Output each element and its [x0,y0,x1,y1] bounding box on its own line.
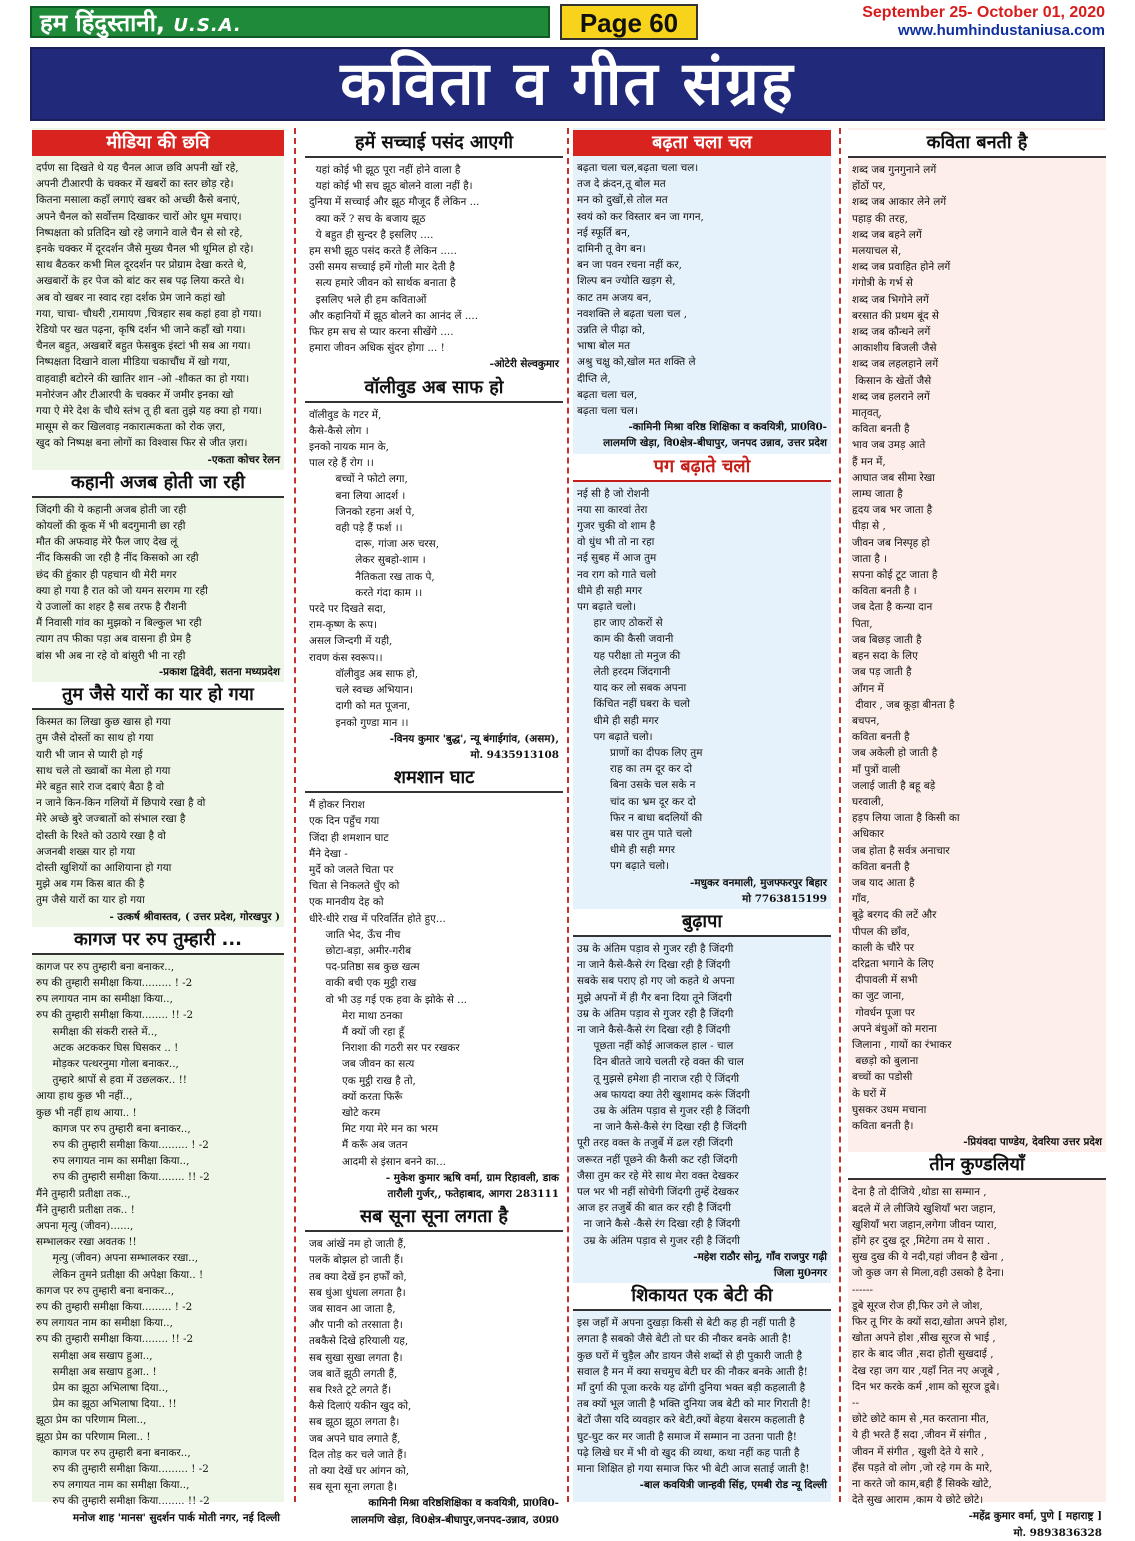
column-4 [848,128,1106,1539]
poem-body: देना है तो दीजिये ,थोडा सा सम्मान , बदले में ले लीजिये खुशियाँ भरा जहान, खुशियाँ भरा जहान,लगेगा जीवन प्यारा, होंगे हर दुख दूर ,मिटेगा तम ये सारा . सुख दुख की ये नदी,यहां जीवन है खेना , जो कुछ जग से मिला,वही उसको है देना। ------ डूबे सूरज रोज ही,फिर उगे ले जोश, फिर तू गिर के क्यों सदा,खोता अपने होश, खोता अपने होश ,सीख सूरज से भाई , हार के बाद जीत ,सदा होती सुखदाई , देख रहा जग यार ,यहाँ नित नए अजूबे , दिन भर करके कर्म ,शाम को सूरज डूबे। -- छोटे छोटे काम से ,मत करताना मीत, ये ही भरते हैं सदा ,जीवन में संगीत , जीवन में संगीत , खुशी देते ये सारे , हँस पड़ते वो लोग ,जो रहे गम के मारे, ना करते जो काम,बही हैं सिक्के खोटे, देते सुख आराम ,काम ये छोटे छोटे। [852,1186,1008,1507]
column-divider [294,128,296,1502]
poem-title: तुम जैसे यारों का यार हो गया [32,682,284,710]
poem-author: -कामिनी मिश्रा वरिष्ठ शिक्षिका व कवयित्री, प्रा0वि0- लालमणि खेड़ा, वि0क्षेत्र-बीघापुर, जनपद उन्नाव, उत्तर प्रदेश [603,421,827,450]
poem-author: -विनय कुमार 'बुद्ध', न्यू बंगाईगांव, (असम), मो. 9435913108 [389,732,559,761]
poem-author: -प्रियंवदा पाण्डेय, देवरिया उत्तर प्रदेश [963,1136,1102,1149]
poem-title: पग बढ़ाते चलो [573,454,831,482]
poem-title: बुढ़ापा [573,909,831,937]
poem-author: - मुकेश कुमार ऋषि वर्मा, ग्राम रिहावली, डाक तारौली गुर्जर,, फतेहाबाद, आगरा 283111 [385,1171,559,1200]
poem-body: कागज पर रुप तुम्हारी बना बनाकर.., रुप की तुम्हारी समीक्षा किया......... ! -2 रुप लगायत नाम का समीक्षा किया.., रुप की तुम्हारी समीक्षा किया........ !! -2 समीक्षा की संकरी रास्ते में.., अटक अटककर घिस घिसकर .. ! मोड़कर पत्थरनुमा गोला बनाकर.., तुम्हारे श्रापों से हवा में उछलकर.. !! आया हाथ कुछ भी नहीं.., कुछ भी नहीं हाथ आया.. ! कागज पर रुप तुम्हारी बना बनाकर.., रुप की तुम्हारी समीक्षा किया......... ! -2 रुप लगायत नाम का समीक्षा किया.., रुप की तुम्हारी समीक्षा किया........ !! -2 मैंने तुम्हारी प्रतीक्षा तक.., मैंने तुम्हारी प्रतीक्षा तक.. ! अपना मृत्यु (जीवन)......, सम्भालकर रखा अवतक !! मृत्यु (जीवन) अपना सम्भालकर रखा.., लेकिन तुमने प्रतीक्षा की अपेक्षा किया.. ! कागज पर रुप तुम्हारी बना बनाकर.., रुप की तुम्हारी समीक्षा किया......... ! -2 रुप लगायत नाम का समीक्षा किया.., रुप की तुम्हारी समीक्षा किया........ !! -2 समीक्षा अब सखाप हुआ.., समीक्षा अब सखाप हुआ.. ! प्रेम का झूठा अभिलाषा दिया.., प्रेम का झूठा अभिलाषा दिया.. !! झूठा प्रेम का परिणाम मिला.., झूठा प्रेम का परिणाम मिला.. ! कागज पर रुप तुम्हारी बना बनाकर.., रुप की तुम्हारी समीक्षा किया......... ! -2 रुप लगायत नाम का समीक्षा किया.., रुप की तुम्हारी समीक्षा किया........ !! -2 [36,960,210,1508]
column-2 [305,128,563,1526]
poem-body: यहां कोई भी झूठ पूरा नहीं होने वाला है यहां कोई भी सच झूठ बोलने वाला नहीं है। दुनिया में सच्चाई और झूठ मौजूद हैं लेकिन ... क्या करें ? सच के बजाय झूठ ये बहुत ही सुन्दर है इसलिए .... हम सभी झूठ पसंद करते हैं लेकिन ..... उसी समय सच्चाई हमें गोली मार देती है सत्य हमारे जीवन को सार्थक बनाता है इसलिए भले ही हम कविताओं और कहानियों में झूठ बोलने का आनंद लें .... फिर हम सच से प्यार करना सीखेंगे .... हमारा जीवन अधिक सुंदर होगा ... ! [309,164,480,355]
poem-title: शिकायत एक बेटी की [573,1283,831,1311]
poem-body: बढ़ता चला चल,बढ़ता चला चल। तज दे क्रंदन,तू बोल मत मन को दुखों,से तोल मत स्वयं को कर विस्तार बन जा गगन, नई स्फूर्ति बन, दामिनी तू वेग बन। बन जा पवन रचना नहीं कर, शिल्प बन ज्योति खड़ग से, काट तम अजय बन, नवशक्ति ले बढ़ता चला चल , उन्नति ले पीढ़ा को, भाषा बोल मत अश्रु चक्षु को,खोल मत शक्ति ले दीप्ति ले, बढ़ता चला चल, बढ़ता चला चल। [577,162,704,418]
poem-title: मीडिया की छवि [32,130,284,156]
column-divider [567,128,569,1502]
poem-body: किस्मत का लिखा कुछ खास हो गया तुम जैसे दोस्तों का साथ हो गया यारी भी जान से प्यारी हो गई साथ चले तो ख्वाबों का मेला हो गया मेरे बहुत सारे राज दबाएं बैठा है वो न जाने किन-किन गलियों में छिपाये रखा है वो मेरे अच्छे बुरे जज्बातों को संभाल रखा है दोस्ती के रिश्ते को उठाये रखा है वो अजनबी शख्स यार हो गया दोस्ती खुशियों का आशियाना हो गया मुझे अब गम किस बात की है तुम जैसे यारों का यार हो गया [36,716,206,907]
dateline [862,4,1105,40]
column-divider [839,128,841,1502]
poem-title: कागज पर रुप तुम्हारी ... [32,927,284,955]
poem-author: -एकता कोचर रेलन [207,453,280,466]
poem-author: -महेंद्र कुमार वर्मा, पुणे [ महाराष्ट्र ] मो. 9893836328 [968,1510,1102,1539]
poem-title: कहानी अजब होती जा रही [32,470,284,498]
poem-title: हमें सच्चाई पसंद आएगी [305,130,563,158]
masthead-title [30,6,550,38]
poem-body: इस जहाँ में अपना दुखड़ा किसी से बेटी कह ही नहीं पाती है लगता है सबको जैसे बेटी तो घर की नौकर बनके आती है! कुछ घरों में चुड़ैल और डायन जैसे शब्दों से ही पुकारी जाती है सवाल है मन में क्या सचमुच बेटी घर की नौकर बनके आती है! माँ दुर्गा की पूजा करके यह ढोंगी दुनिया भक्त बड़ी कहलाती है तब क्यों भूल जाती है भक्ति दुनिया जब बेटी को मार गिराती है! बेटों जैसा यदि व्यवहार करे बेटी,क्यों बेहया बेसरम कहलाती है घुट-घुट कर मर जाती है समाज में सम्मान ना उतना पाती है! पढ़े लिखे घर में भी वो खुद की व्यथा, कथा नहीं कह पाती है माना शिक्षित हो गया समाज फिर भी बेटी आज सताई जाती है! [577,1317,811,1476]
poem-author: कामिनी मिश्रा वरिष्ठशिक्षिका व कवयित्री, प्रा0वि0- लालमणि खेड़ा, वि0क्षेत्र-बीघापुर,जनपद-उन्नाव, उ0प्र0 [351,1497,559,1526]
poem-author: -महेश राठौर सोनू, गाँव राजपुर गढ़ी जिला मु0नगर [693,1250,827,1279]
poem-title: बढ़ता चला चल [573,130,831,156]
issue-date: September 25- October 01, 2020 [862,4,1105,21]
poem-body: वॉलीवुड के गटर में, कैसे-कैसे लोग । इनको नायक मान के, पाल रहे हैं रोग ।। बच्चों ने फोटो लगा, बना लिया आदर्श । जिनको रहना अर्श पे, वही पड़े हैं फर्श ।। दारू, गांजा अरु चरस, लेकर सुबहो-शाम । नैतिकता रख ताक पे, करते गंदा काम ।। परदे पर दिखते सदा, राम-कृष्ण के रूप। असल जिन्दगी में यही, रावण कंस स्वरूप।। वॉलीवुड अब साफ हो, चले स्वच्छ अभियान। दागी को मत पूजना, इनको गुण्डा मान ।। [309,408,440,729]
poem-author: -मधुकर वनमाली, मुजफ्फरपुर बिहार मो 7763815199 [690,876,827,905]
website-link[interactable]: www.humhindustaniusa.com [898,22,1105,39]
poem-title: शमशान घाट [305,765,563,793]
poem-title: तीन कुण्डलियाँ [848,1152,1106,1180]
poem-title: सब सूना सूना लगता है [305,1204,563,1232]
poem-body: मैं होकर निराश एक दिन पहुँच गया जिंदा ही शमशान घाट मैंने देखा - मुर्दे को जलते चिता पर चिता से निकलते धुँए को एक मानवीय देह को धीरे-धीरे राख में परिवर्तित होते हुए... जाति भेद, ऊँच नीच छोटा-बड़ा, अमीर-गरीब पद-प्रतिष्ठा सब कुछ खत्म वाकी बची एक मुट्ठी राख वो भी उड़ गई एक हवा के झोके से ... मेरा माथा ठनका मैं क्यों जी रहा हूँ निराशा की गठरी सर पर रखकर जब जीवन का सत्य एक मुट्ठी राख है तो, क्यों करता फिरूँ खोटे करम मिट गया मेरे मन का भरम मैं करूँ अब जतन आदमी से इंसान बनने का... [309,799,468,1168]
poem-author: मनोज शाह 'मानस' सुदर्शन पार्क मोती नगर, नई दिल्ली [72,1511,280,1524]
poem-title: वॉलीवुड अब साफ हो [305,375,563,403]
poem-body: उम्र के अंतिम पड़ाव से गुजर रही है जिंदगी ना जाने कैसे-कैसे रंग दिखा रही है जिंदगी सबके सब पराए हो गए जो कहते थे अपना मुझे अपनों में ही गैर बना दिया तूने जिंदगी उम्र के अंतिम पड़ाव से गुजर रही है जिंदगी ना जाने कैसे-कैसे रंग दिखा रही है जिंदगी पूछता नहीं कोई आजकल हाल - चाल दिन बीतते जाये चलती रहे वक्त की चाल तू मुझसे हमेशा ही नाराज रही ऐ जिंदगी अब फायदा क्या तेरी खुशामद करूं जिंदगी उम्र के अंतिम पड़ाव से गुजर रही है जिंदगी ना जाने कैसे-कैसे रंग दिखा रही है जिंदगी पूरी तरह वक्त के तजुर्बे में ढल रही जिंदगी जरूरत नहीं पूछने की कैसी कट रही जिंदगी जैसा तुम कर रहे मेरे साथ मेरा वक्त देखकर पल भर भी नहीं सोचेगी जिंदगी तुम्हें देखकर आज हर तजुर्बे की बात कर रही है जिंदगी ना जाने कैसे -कैसे रंग दिखा रही है जिंदगी उम्र के अंतिम पड़ाव से गुजर रही है जिंदगी [577,942,750,1247]
poem-author: -ओटेरी सेल्वकुमार [489,358,559,371]
poem-title: कविता बनती है [848,130,1106,158]
poem-body: शब्द जब गुनगुनाने लगें होंठों पर, शब्द जब आकार लेने लगें पहाड़ की तरह, शब्द जब बहने लगें मलयाचल से, शब्द जब प्रवाहित होने लगें गंगोत्री के गर्भ से शब्द जब भिगोने लगें बरसात की प्रथम बूंद से शब्द जब कौन्धने लगें आकाशीय बिजली जैसे शब्द जब लहलहाने लगें किसान के खेतों जैसे शब्द जब हलराने लगें मातृवत्, कविता बनती है भाव जब उमड़ आते हैं मन में, आघात जब सीमा रेखा लाम्घ जाता है हृदय जब भर जाता है पीड़ा से , जीवन जब निस्पृह हो जाता है । सपना कोई टूट जाता है कविता बनती है । जब देता है कन्या दान पिता, जब बिछड़ जाती है बहन सदा के लिए जब पड़ जाती है आँगन में दीवार , जब कूड़ा बीनता है बचपन, कविता बनती है जब अकेली हो जाती है माँ पुत्रों वाली जलाई जाती है बहू बड़े घरवाली, हड़प लिया जाता है किसी का अधिकार जब होता है सर्वत्र अनाचार कविता बनती है जब याद आता है गाँव, बूढ़े बरगद की लटें और पीपल की छाँव, काली के चौरे पर दरिद्रता भगाने के लिए दीपावली में सभी का जुट जाना, गोवर्धन पूजा पर अपने बंधुओं को मराना जिलाना , गायों का रंभाकर बछड़ो को बुलाना बच्चों का पडोसी के घरों में घुसकर उधम मचाना कविता बनती है। [852,164,960,1132]
column-3 [573,128,831,1502]
poem-body: दर्पण सा दिखते थे यह चैनल आज छवि अपनी खों रहे, अपनी टीआरपी के चक्कर में खबरों का स्तर छोड़ रहे। कितना मसाला कहाँ लगाएं खबर को अच्छी कैसे बनाएं, अपने चैनल को सर्वोत्तम दिखाकर चारों ओर धूम मचाए। निष्पक्षता को प्रतिदिन खो रहे जगाने वाले चैन से सो रहे, इनके चक्कर में दूरदर्शन जैसे मुख्य चैनल भी धूमिल हो रहे। साथ बैठकर कभी मिल दूरदर्शन पर प्रोग्राम देखा करते थे, अखबारों के हर पेज को बांट कर सब पढ़ लिया करते थे। अब वो खबर ना स्वाद रहा दर्शक प्रेम जाने कहां खो गया, चाचा- चौधरी ,रामायण ,चित्रहार सब कहां हवा हो गया। रेडियो पर खत पढ़ना, कृषि दर्शन भी जाने कहाँ खो गया। चैनल बहुत, अखबारें बहुत फेसबुक इंस्टां भी सब आ गया। निष्पक्षता दिखाने वाला मीडिया चकाचौंध में खो गया, वाहवाही बटोरने की खातिर शान -ओ -शौकत का हो गया। मनोरंजन और टीआरपी के चक्कर में जमीर इनका खो गया ऐ मेरे देश के चौथे स्तंभ तू ही बता तुझे यह क्या हो गया। मासूम से कर खिलवाड़ नकारात्मकता को रोक ज़रा, खुद को निष्पक्ष बना लोगों का विश्वास फिर से जीत ज़रा। [36,162,262,450]
column-1 [32,128,284,1524]
poem-author: - उत्कर्ष श्रीवास्तव, ( उत्तर प्रदेश, गोरखपुर ) [109,910,280,923]
poem-body: जिंदगी की ये कहानी अजब होती जा रही कोयलों की कूक में भी बदगुमानी छा रही मौत की अफवाह मेरे फैल जाए देख लूं नींद किसकी जा रही है नींद किसको आ रही छंद की हुंकार ही पहचान थी मेरी मगर क्या हो गया है रात को जो यमन सरगम गा रही ये उजालों का शहर है सब तरफ है रौशनी मैं निवासी गांव का मुझको न बिल्कुल भा रही त्याग तप फीका पड़ा अब वासना ही प्रेम है बांस भी अब ना रहे वो बांसुरी भी ना रही [36,503,208,662]
masthead [0,0,1135,44]
section-banner: कविता व गीत संग्रह [30,47,1105,121]
newspaper-name: हम हिंदुस्तानी, [40,9,166,37]
newspaper-region: U.S.A. [173,15,242,36]
poem-body: नई सी है जो रोशनी नया सा कारवां तेरा गुजर चुकी वो शाम है वो धुंध भी तो ना रहा नई सुबह में आज तुम नव राग को गाते चलो धीमे ही सही मगर पग बढ़ाते चलो। हार जाए ठोकरों से काम की कैसी जवानी यह परीक्षा तो मनुज की लेती हरदम जिंदगानी याद कर लो सबक अपना किंचित नहीं घबरा के चलो धीमे ही सही मगर पग बढ़ाते चलो। प्राणों का दीपक लिए तुम राह का तम दूर कर दो बिना उसके चल सके न चांद का भ्रम दूर कर दो फिर न बाधा बदलियों की बस पार तुम पाते चलो धीमे ही सही मगर पग बढ़ाते चलो। [577,487,703,873]
poem-body: जब आंखें नम हो जाती हैं, पलकें बोझल हो जाती हैं। तब क्या देखें इन हर्फों को, सब धुंआ धुंधला लगता है। जब सावन आ जाता है, और पानी को तरसाता है। तबकैसे दिखे हरियाली यह, सब सुखा सुखा लगता है। जब बातें झूठी लगती हैं, सब रिश्ते टूटे लगते हैं। कैसे दिलाएं यकीन खुद को, सब झूठा झूठा लगता है। जब अपने घाव लगाते हैं, दिल तोड़ कर चले जाते हैं। तो क्या देखें घर आंगन को, सब सूना सूना लगता है। [309,1238,412,1494]
page-number-badge: Page 60 [560,4,698,40]
poem-author: -बाल कवयित्री जान्हवी सिंह, एमबी रोड न्यू दिल्ली [639,1479,827,1492]
poem-author: -प्रकाश द्विवेदी, सतना मध्यप्रदेश [158,665,280,678]
